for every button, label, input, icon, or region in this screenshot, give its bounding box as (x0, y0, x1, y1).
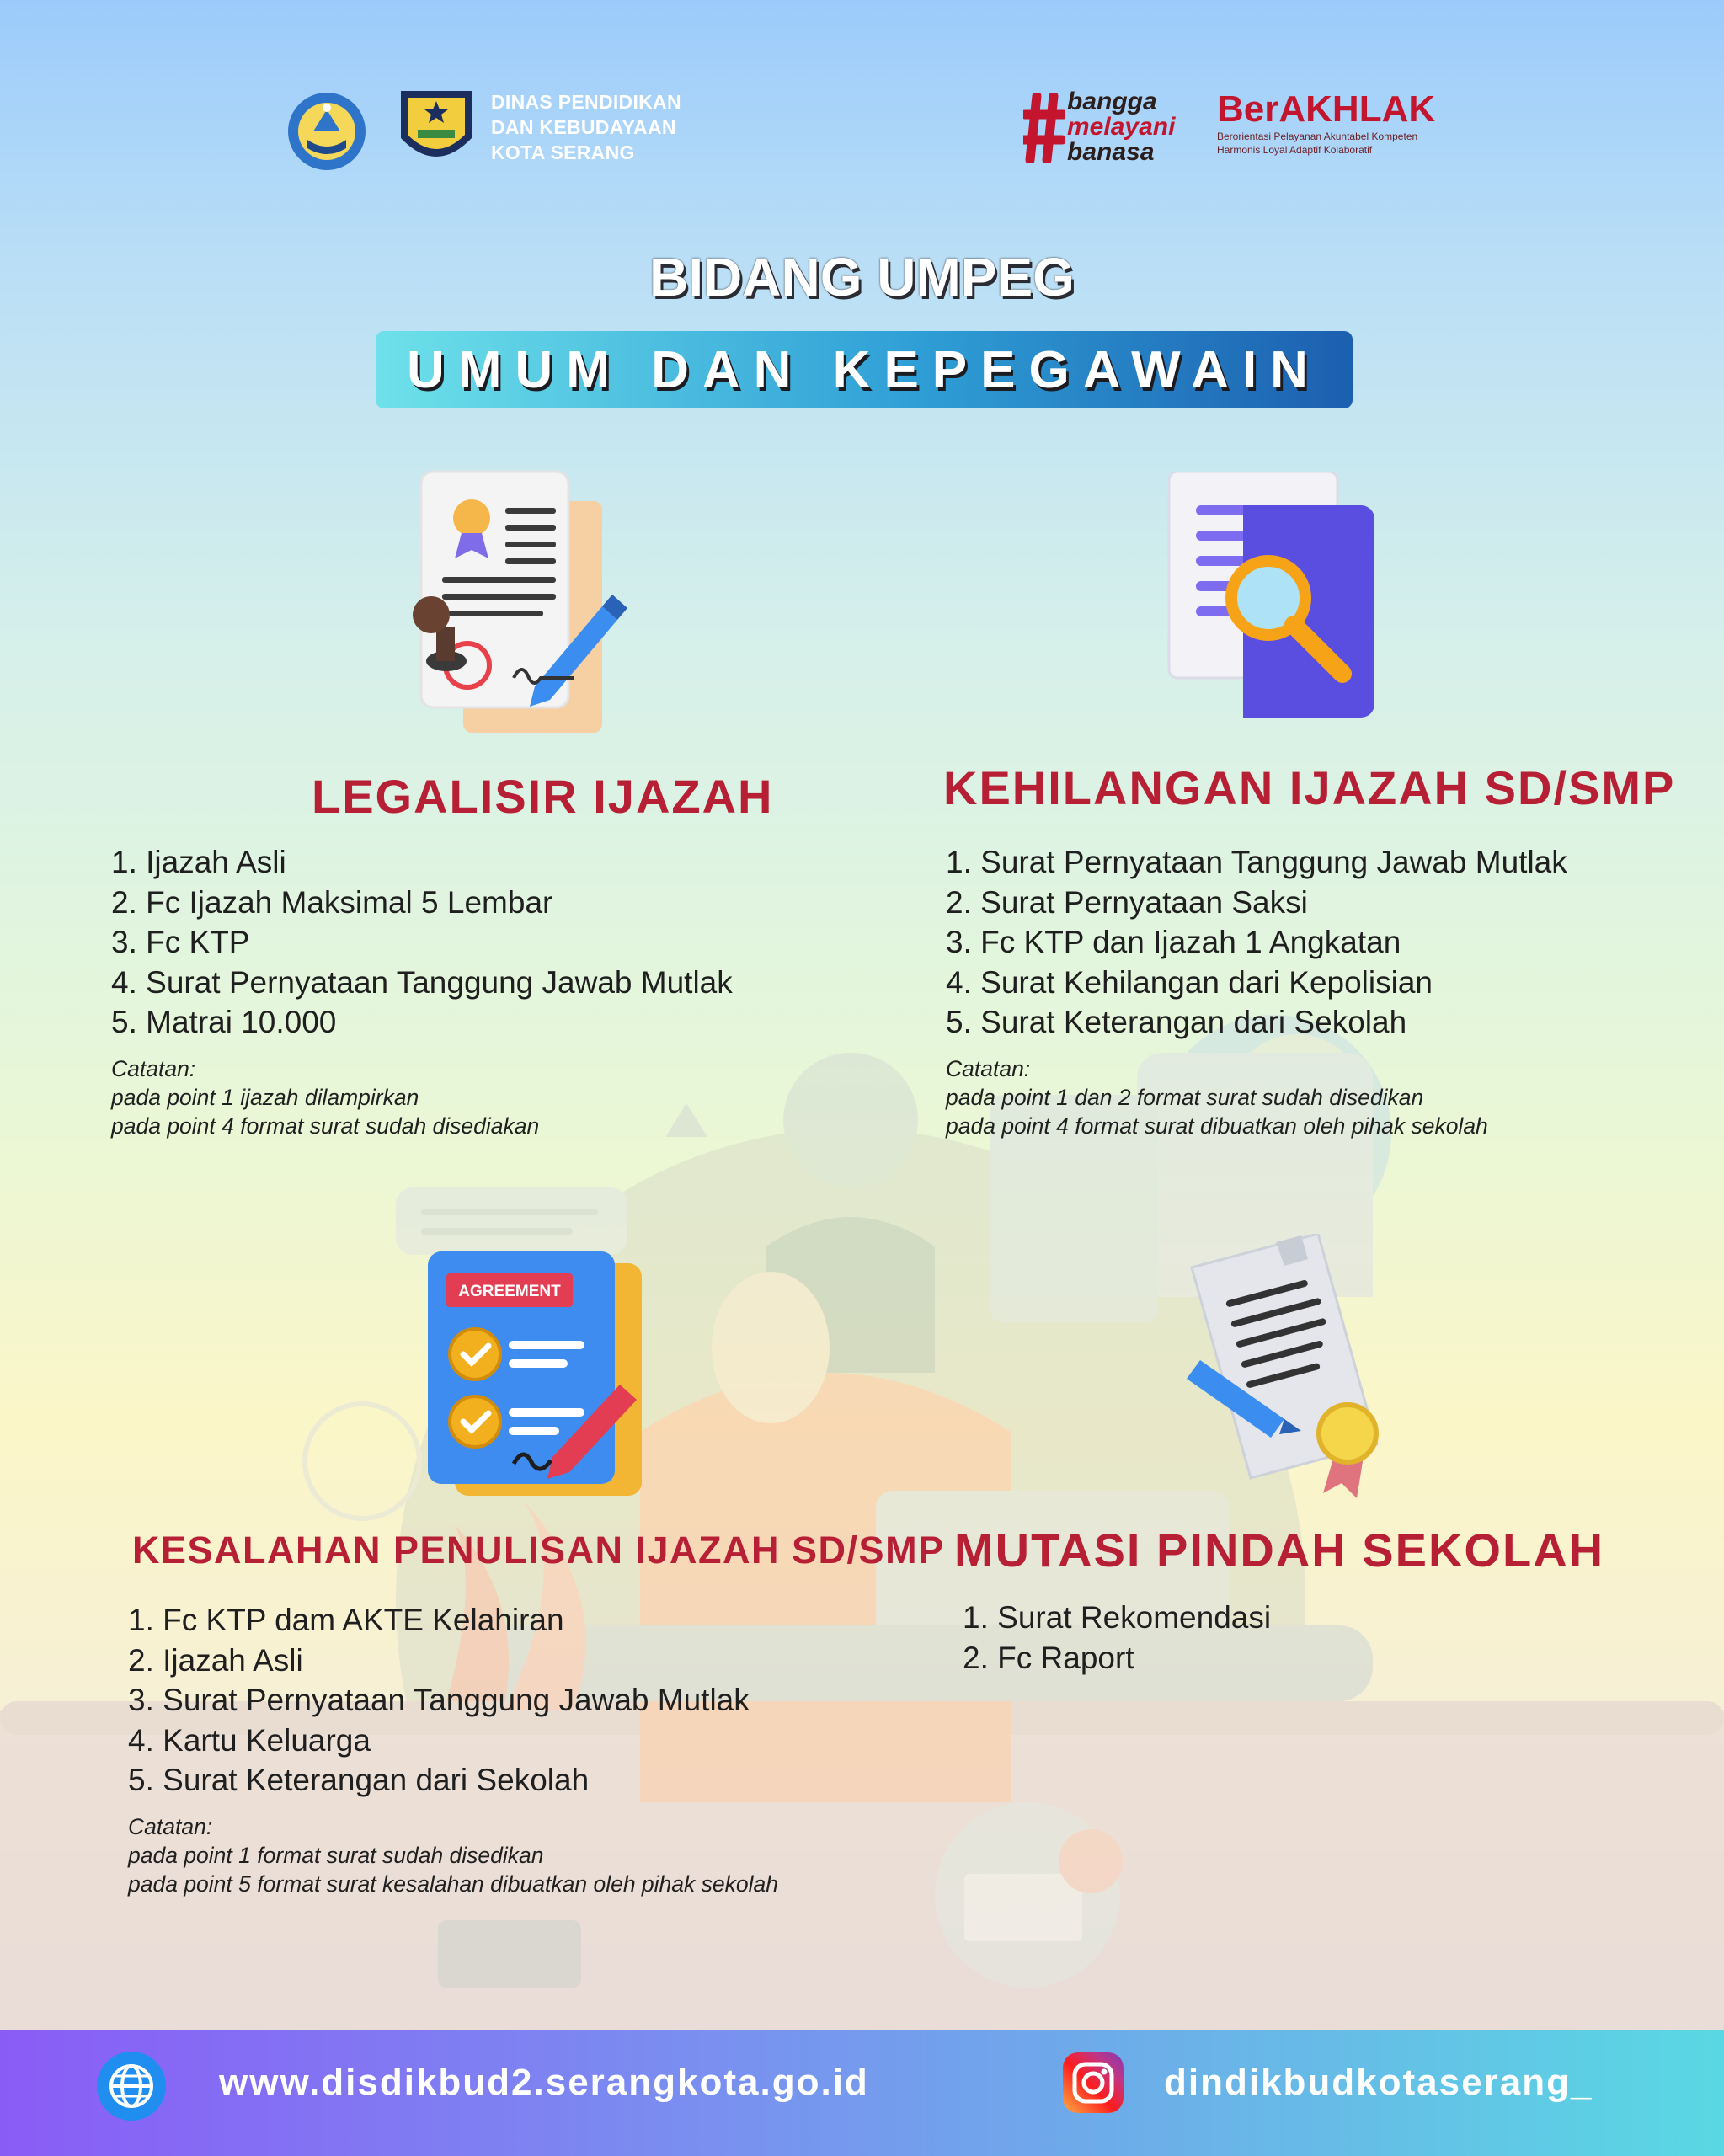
requirements-list-legalisir (111, 842, 733, 1043)
subtitle-banner (376, 331, 1353, 408)
list-item: 3. Fc KTP (111, 925, 250, 959)
list-item: 2. Fc Raport (963, 1640, 1134, 1675)
list-item: 2. Surat Pernyataan Saksi (946, 884, 1308, 920)
list-item: 2. Fc Ijazah Maksimal 5 Lembar (111, 884, 553, 920)
section-heading-mutasi: MUTASI PINDAH SEKOLAH (954, 1524, 1605, 1577)
list-item: 1. Ijazah Asli (111, 845, 286, 879)
kota-serang-logo (396, 83, 477, 167)
list-item: 2. Ijazah Asli (128, 1642, 303, 1678)
note-legalisir (111, 1054, 539, 1140)
certificate-stamp-icon (387, 467, 665, 737)
section-heading-kehilangan: KEHILANGAN IJAZAH SD/SMP (943, 761, 1676, 814)
bangga-line: banasa (1067, 138, 1155, 166)
bangga-melayani-logo (1023, 89, 1200, 165)
page-title: BIDANG UMPEG (649, 247, 1075, 307)
note-line: Catatan: (111, 1056, 196, 1081)
list-item: 3. Fc KTP dan Ijazah 1 Angkatan (946, 925, 1401, 959)
note-line: Catatan: (946, 1056, 1031, 1081)
list-item: 5. Surat Keterangan dari Sekolah (128, 1763, 590, 1797)
list-item: 4. Kartu Keluarga (128, 1722, 371, 1758)
requirements-list-kehilangan (946, 842, 1567, 1043)
requirements-list-kesalahan (128, 1600, 750, 1801)
search-document-icon (1162, 472, 1398, 724)
note-line: pada point 5 format surat kesalahan dibuatkan oleh pihak sekolah (128, 1871, 778, 1897)
agreement-label: AGREEMENT (458, 1283, 561, 1300)
bangga-line: melayani (1067, 113, 1176, 141)
berakhlak-title: BerAKHLAK (1217, 88, 1436, 130)
banner-text: UMUM DAN KEPEGAWAIN (407, 340, 1321, 399)
agency-line: DINAS PENDIDIKAN (491, 91, 681, 113)
note-line: pada point 1 format surat sudah disedikan (128, 1843, 544, 1868)
section-heading-kesalahan: KESALAHAN PENULISAN IJAZAH SD/SMP (132, 1529, 945, 1572)
berakhlak-subtitle: Berorientasi Pelayanan Akuntabel Kompeten Harmonis Loyal Adaptif Kolaboratif (1217, 131, 1418, 156)
list-item: 4. Surat Kehilangan dari Kepolisian (946, 964, 1433, 1000)
agreement-document-icon (421, 1246, 649, 1499)
section-heading-legalisir: LEGALISIR IJAZAH (312, 770, 774, 823)
agency-line: KOTA SERANG (491, 141, 635, 163)
agency-line: DAN KEBUDAYAAN (491, 116, 676, 138)
agency-name (491, 89, 744, 165)
list-item: 1. Fc KTP dam AKTE Kelahiran (128, 1603, 564, 1637)
note-kesalahan (128, 1812, 778, 1898)
note-kehilangan (946, 1054, 1488, 1140)
requirements-list-mutasi (963, 1598, 1271, 1678)
note-line: pada point 4 format surat dibuatkan oleh pihak sekolah (946, 1113, 1488, 1139)
list-item: 5. Matrai 10.000 (111, 1005, 337, 1039)
note-line: pada point 4 format surat sudah disediakan (111, 1113, 540, 1139)
list-item: 1. Surat Rekomendasi (963, 1600, 1272, 1635)
hashtag-icon (1023, 93, 1065, 163)
kemdikbud-logo (282, 91, 371, 172)
signed-document-icon (1175, 1234, 1428, 1503)
list-item: 3. Surat Pernyataan Tanggung Jawab Mutlak (128, 1683, 750, 1717)
website-link[interactable]: www.disdikbud2.serangkota.go.id (219, 2062, 869, 2103)
list-item: 4. Surat Pernyataan Tanggung Jawab Mutlak (111, 964, 733, 1000)
instagram-handle-link[interactable]: dindikbudkotaserang_ (1164, 2062, 1593, 2103)
note-line: pada point 1 ijazah dilampirkan (111, 1085, 419, 1110)
instagram-icon (1063, 2052, 1124, 2113)
note-line: pada point 1 dan 2 format surat sudah disedikan (946, 1085, 1424, 1110)
bangga-line: bangga (1067, 88, 1157, 115)
berakhlak-logo (1217, 89, 1461, 165)
globe-icon (97, 2052, 166, 2121)
list-item: 1. Surat Pernyataan Tanggung Jawab Mutlak (946, 845, 1567, 879)
note-line: Catatan: (128, 1814, 213, 1839)
list-item: 5. Surat Keterangan dari Sekolah (946, 1005, 1407, 1039)
